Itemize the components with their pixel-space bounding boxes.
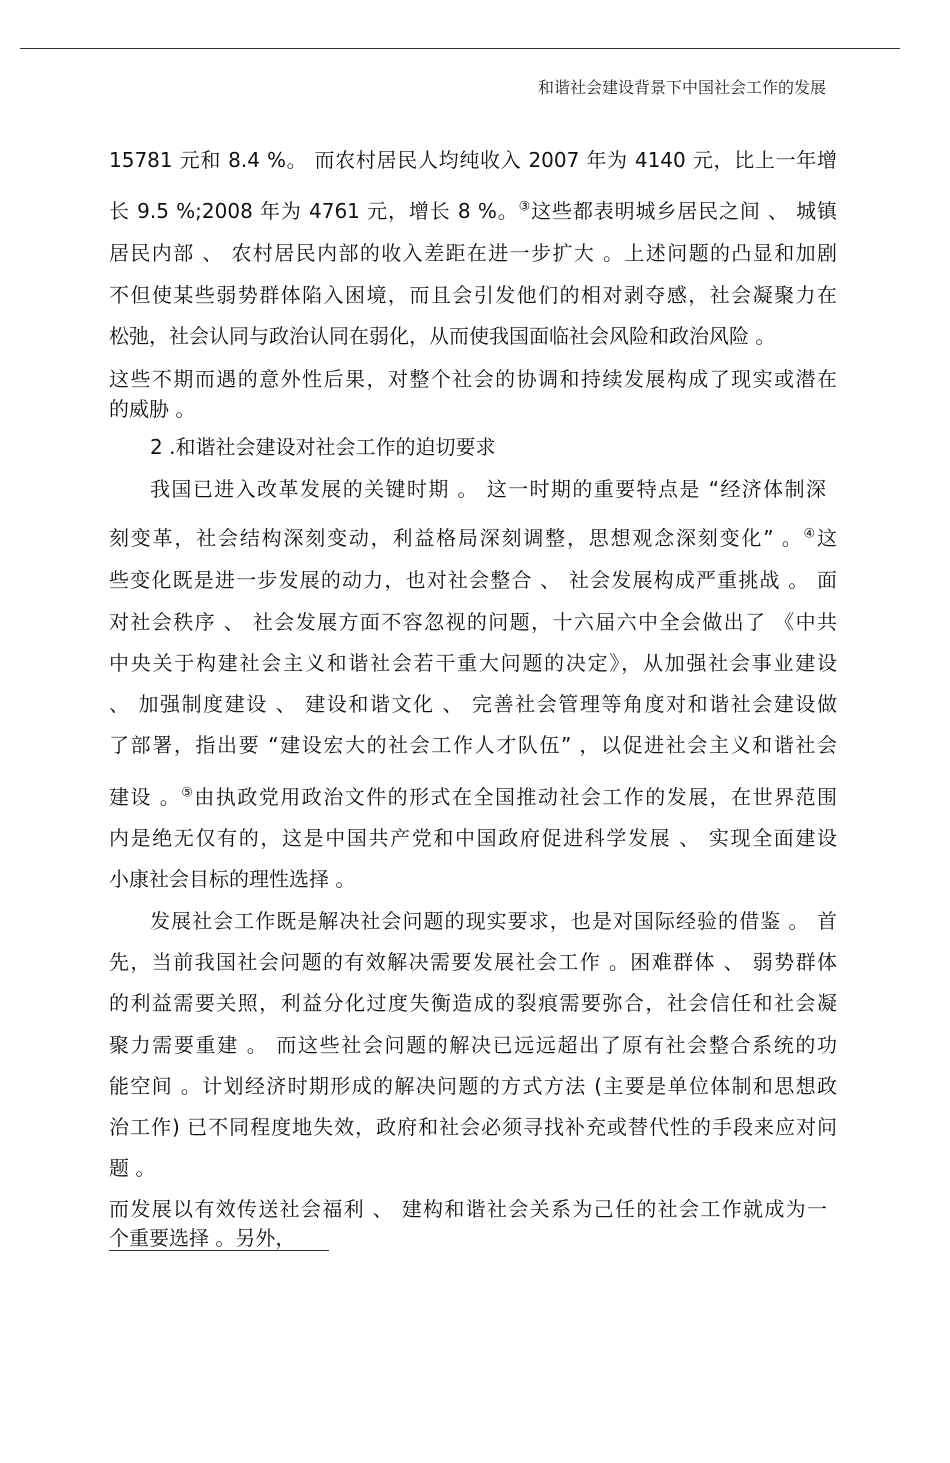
text-line: 治工作) 已不同程度地失效，政府和社会必须寻找补充或替代性的手段来应对问 (109, 1115, 837, 1139)
text-line: 个重要选择 。另外， (109, 1226, 296, 1250)
footnote-mark: ④ (803, 526, 818, 542)
header-rule (20, 48, 900, 49)
text-line: 小康社会目标的理性选择 。 (109, 867, 356, 891)
footnote-mark: ③ (518, 199, 532, 215)
text-line: 了部署，指出要 “建设宏大的社会工作人才队伍” ，以促进社会主义和谐社会 (109, 733, 837, 757)
text-line: 聚力需要重建 。 而这些社会问题的解决已远远超出了原有社会整合系统的功 (109, 1033, 837, 1057)
text-line: 发展社会工作既是解决社会问题的现实要求，也是对国际经验的借鉴 。 首 (150, 909, 837, 933)
text-line: 15781 元和 8.4 %。 而农村居民人均纯收入 2007 年为 4140 元，比上一年增 (109, 148, 837, 172)
text-line: 建设 。⑤由执政党用政治文件的形式在全国推动社会工作的发展，在世界范围 (109, 785, 838, 809)
text-line: 长 9.5 %;2008 年为 4761 元，增长 8 %。③这些都表明城乡居民之间 、 城镇 (109, 199, 838, 223)
text-line: 不但使某些弱势群体陷入困境，而且会引发他们的相对剥夺感，社会凝聚力在 (109, 283, 837, 307)
text-line: 些变化既是进一步发展的动力，也对社会整合 、 社会发展构成严重挑战 。 面 (109, 568, 837, 592)
text-line: 而发展以有效传送社会福利 、 建构和谐社会关系为己任的社会工作就成为一 (109, 1197, 827, 1221)
text-line: 松弛，社会认同与政治认同在弱化，从而使我国面临社会风险和政治风险 。 (109, 324, 776, 348)
text-line: 先，当前我国社会问题的有效解决需要发展社会工作 。困难群体 、 弱势群体 (109, 950, 837, 974)
text-line: 的利益需要关照，利益分化过度失衡造成的裂痕需要弥合，社会信任和社会凝 (109, 991, 837, 1015)
text-line: 刻变革，社会结构深刻变动，利益格局深刻调整，思想观念深刻变化” 。④这 (109, 526, 838, 550)
text-line: 题 。 (109, 1156, 156, 1180)
text-line: 的威胁 。 (109, 397, 196, 421)
text-line: 能空间 。计划经济时期形成的解决问题的方式方法 (主要是单位体制和思想政 (109, 1074, 837, 1098)
footnote-mark: ⑤ (181, 785, 195, 801)
text-line: 中央关于构建社会主义和谐社会若干重大问题的决定》，从加强社会事业建设 (109, 651, 837, 675)
text-line: 这些不期而遇的意外性后果，对整个社会的协调和持续发展构成了现实或潜在 (109, 367, 837, 391)
footnote-rule (109, 1250, 329, 1251)
text-line: 、 加强制度建设 、 建设和谐文化 、 完善社会管理等角度对和谐社会建设做 (109, 692, 837, 716)
text-line: 我国已进入改革发展的关键时期 。 这一时期的重要特点是 “经济体制深 (150, 477, 826, 501)
text-line: 居民内部 、 农村居民内部的收入差距在进一步扩大 。上述问题的凸显和加剧 (109, 241, 837, 265)
text-line: 内是绝无仅有的，这是中国共产党和中国政府促进科学发展 、 实现全面建设 (109, 826, 837, 850)
text-line: 对社会秩序 、 社会发展方面不容忽视的问题，十六届六中全会做出了 《中共 (109, 610, 837, 634)
running-header: 和谐社会建设背景下中国社会工作的发展 (537, 78, 826, 97)
section-heading: 2 .和谐社会建设对社会工作的迫切要求 (150, 435, 496, 459)
